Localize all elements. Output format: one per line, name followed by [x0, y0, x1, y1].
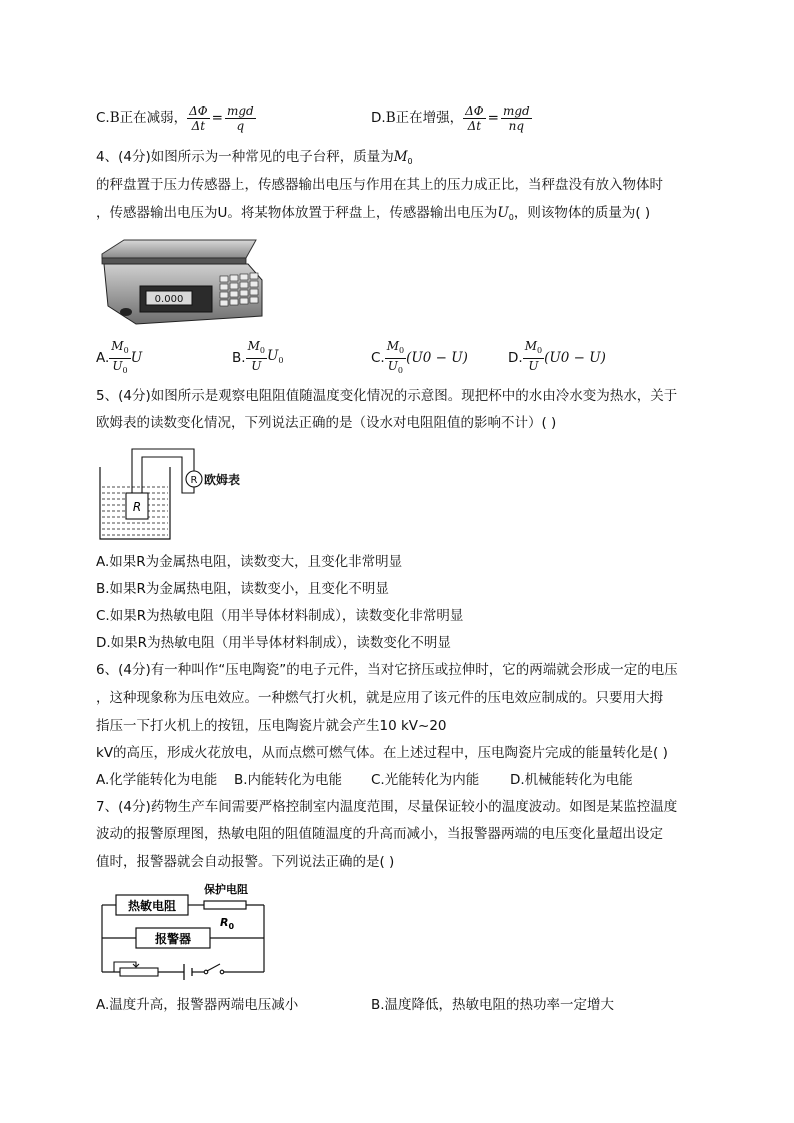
q5-stem-line1: 5、(4分)如图所示是观察电阻阻值随温度变化情况的示意图。现把杯中的水由冷水变为热水，关于	[96, 388, 678, 404]
q3-option-d-frac-right: $\frac{\text{mgd}}{nq}$	[502, 103, 530, 133]
q7-stem-line3: 值时，报警器就会自动报警。下列说法正确的是( )	[96, 854, 395, 870]
q3-option-c[interactable]	[96, 100, 256, 136]
q5-option-c[interactable]: C.如果R为热敏电阻（用半导体材料制成），读数变化非常明显	[96, 608, 464, 624]
q5-option-d[interactable]: D.如果R为热敏电阻（用半导体材料制成），读数变化不明显	[96, 635, 451, 651]
ohmmeter-symbol: R	[190, 475, 198, 486]
resistance-temperature-figure	[96, 445, 246, 541]
q3-option-d-label: D.	[371, 110, 386, 126]
q4-option-a-tail: U	[130, 350, 143, 366]
q6-stem-line1: 6、(4分)有一种叫作“压电陶瓷”的电子元件，当对它挤压或拉伸时，它的两端就会形成一定的电压	[96, 662, 678, 678]
equals-sign: =	[487, 110, 499, 126]
m0-subscript: 0	[407, 157, 413, 166]
q3-option-c-label: C.	[96, 110, 110, 126]
u0-subscript: 0	[508, 213, 514, 222]
q4-option-d-tail: (U0 − U)	[544, 350, 606, 366]
rheostat-icon	[114, 962, 158, 976]
resistor-r-label: R	[132, 500, 142, 514]
q4-option-c-fraction: $\frac{M_0}{U_0}$	[386, 338, 405, 375]
circuit-wires	[132, 449, 194, 493]
alarm-label: 报警器	[154, 932, 192, 946]
battery-icon	[184, 964, 192, 980]
q4-option-c-label: C.	[371, 350, 385, 366]
q4-option-b-fraction: $\frac{M_0}{U}$	[247, 338, 265, 373]
m0-symbol: M	[393, 149, 408, 165]
protective-resistor	[204, 901, 246, 909]
q4-stem-line2: 的秤盘置于压力传感器上，传感器输出电压与作用在其上的压力成正比，当秤盘没有放入物体时	[96, 177, 663, 193]
q4-option-d-fraction: $\frac{M_0}{U}$	[524, 338, 543, 373]
q7-stem-line2: 波动的报警原理图，热敏电阻的阻值随温度的升高而减小，当报警器两端的电压变化量超出设定	[96, 826, 663, 842]
q4-stem-line3	[96, 204, 650, 227]
q7-stem-line1: 7、(4分)药物生产车间需要严格控制室内温度范围，尽量保证较小的温度波动。如图是某监控温度	[96, 799, 678, 815]
q3-option-c-frac-left: $\frac{\Delta\Phi}{\Delta t}$	[189, 103, 208, 133]
q5-stem-line2: 欧姆表的读数变化情况，下列说法正确的是（设水对电阻阻值的影响不计）( )	[96, 415, 557, 431]
switch-icon	[204, 964, 224, 974]
q3-option-d-frac-left: $\frac{\Delta\Phi}{\Delta t}$	[465, 103, 484, 133]
ohmmeter-label: 欧姆表	[204, 473, 241, 487]
q4-option-a-fraction: $\frac{M_0}{U_0}$	[111, 338, 129, 375]
q6-option-c[interactable]: C.光能转化为内能	[371, 772, 480, 788]
q3-option-d[interactable]	[371, 100, 532, 136]
alarm-circuit-figure	[96, 878, 276, 980]
q4-option-b-tail: $U_0$	[266, 347, 284, 365]
r0-label: $R_0$	[220, 916, 235, 931]
q4-option-d-label: D.	[508, 350, 523, 366]
q3-option-c-frac-right: $\frac{\text{mgd}}{q}$	[226, 103, 254, 133]
q4-option-c[interactable]	[371, 340, 468, 376]
thermistor-label: 热敏电阻	[127, 899, 177, 913]
q6-option-a[interactable]: A.化学能转化为电能	[96, 772, 218, 788]
q7-option-b[interactable]: B.温度降低，热敏电阻的热功率一定增大	[371, 997, 615, 1013]
q4-option-b-label: B.	[232, 350, 246, 366]
q4-stem-text: ，传感器输出电压为U。将某物体放置于秤盘上，传感器输出电压为	[96, 205, 498, 221]
q6-stem-line2: ，这种现象称为压电效应。一种燃气打火机，就是应用了该元件的压电效应制成的。只要用大拇	[96, 690, 663, 706]
q6-stem-line4: kV的高压，形成火花放电，从而点燃可燃气体。在上述过程中，压电陶瓷片完成的能量转化是( )	[96, 745, 668, 761]
electronic-scale-figure	[96, 236, 266, 328]
q4-option-b[interactable]	[232, 340, 283, 376]
q7-option-a[interactable]: A.温度升高，报警器两端电压减小	[96, 997, 299, 1013]
equals-sign: =	[211, 110, 223, 126]
scale-display-reading: 0.000	[154, 294, 184, 305]
q4-stem-text: 4、(4分)如图所示为一种常见的电子台秤，质量为	[96, 149, 394, 165]
q5-option-a[interactable]: A.如果R为金属热电阻，读数变大，且变化非常明显	[96, 554, 403, 570]
q4-option-c-tail: (U0 − U)	[406, 350, 468, 366]
q3-option-c-text: B正在减弱，	[109, 110, 188, 126]
q4-option-d[interactable]	[508, 340, 606, 376]
q4-stem-text: ，则该物体的质量为( )	[513, 205, 651, 221]
q4-option-a[interactable]	[96, 340, 142, 376]
q3-option-d-text: B正在增强，	[385, 110, 464, 126]
protective-resistor-label: 保护电阻	[204, 883, 248, 896]
q4-stem-line1	[96, 148, 413, 171]
q4-option-a-label: A.	[96, 350, 110, 366]
q6-option-d[interactable]: D.机械能转化为电能	[510, 772, 633, 788]
q6-stem-line3: 指压一下打火机上的按钮，压电陶瓷片就会产生10 kV~20	[96, 718, 447, 734]
u0-symbol: U	[497, 205, 509, 221]
q5-option-b[interactable]: B.如果R为金属热电阻，读数变小，且变化不明显	[96, 581, 389, 597]
q6-option-b[interactable]: B.内能转化为电能	[234, 772, 343, 788]
